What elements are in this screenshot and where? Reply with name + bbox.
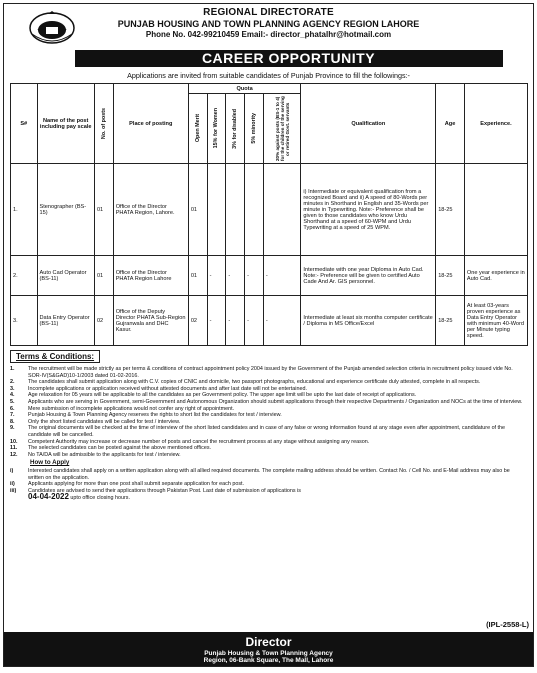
cell-place: Office of the Deputy Director PHATA Sub-Region Gujranwala and DHC Kasur.: [113, 296, 188, 346]
deadline-suffix: upto office closing hours.: [70, 495, 130, 502]
phone-number: 042-99210459: [187, 30, 240, 39]
footer-address: Region, 06-Bank Square, The Mall, Lahore: [203, 657, 334, 664]
cell-post: Data Entry Operator (BS-11): [37, 296, 94, 346]
email-address: director_phatalhr@hotmail.com: [270, 30, 392, 39]
intro-text: Applications are invited from suitable candidates of Punjab Province to fill the followings:-: [127, 71, 410, 80]
email-label: Email:-: [241, 30, 269, 39]
list-item: 3. Incomplete applications or application received without attested documents and after last date will not be entertained.: [10, 385, 307, 392]
footer: [4, 632, 533, 666]
table-row: [11, 256, 528, 296]
col-age: Age: [436, 84, 465, 164]
footer-agency: Punjab Housing & Town Planning Agency: [204, 650, 333, 657]
cell-num: 02: [94, 296, 113, 346]
cell-sr: 1.: [11, 164, 38, 256]
col-post: Name of the post including pay scale: [37, 84, 94, 164]
vacancy-table: [10, 83, 528, 346]
list-item: ii) Applicants applying for more than one post shall submit separate application for each post.: [10, 481, 245, 488]
cell-age: 18-25: [436, 296, 465, 346]
cell-experience: [464, 164, 527, 256]
list-item: 6. Mere submission of incomplete applications would not confer any right of appointment.: [10, 405, 235, 412]
cell-disabled: [226, 164, 245, 256]
col-sr: S#: [11, 84, 38, 164]
cell-serving: -: [263, 256, 301, 296]
cell-women: [207, 164, 226, 256]
cell-qualification: i) Intermediate or equivalent qualification from a recognized Board and ii) A speed of 80-Words per minutes in Shorthand in English and 35-Words per minute in Typewriting. Note:- Preference shall be given to those candidates who know Urdu Shorthand at a speed of 60-WPM and Urdu Typewriting at a speed of 25 WPM.: [301, 164, 436, 256]
cell-open: 01: [188, 164, 207, 256]
agency-name: PUNJAB HOUSING AND TOWN PLANNING AGENCY REGION LAHORE: [117, 19, 420, 29]
career-banner: CAREER OPPORTUNITY: [75, 50, 503, 67]
col-women: 15% for Women: [207, 94, 226, 164]
cell-post: Auto Cad Operator (BS-11): [37, 256, 94, 296]
government-emblem-icon: [28, 10, 76, 46]
ipl-reference: (IPL-2558-L): [486, 620, 529, 629]
cell-minority: -: [245, 296, 264, 346]
cell-experience: At least 03-years proven experience as Data Entry Operator with minimum 40-Word per Minute typing speed.: [464, 296, 527, 346]
list-item: 2. The candidates shall submit application along with C.V. copies of CNIC and domicile, two passport photographs, educational and experience certificate duly attested, complete in all respects.: [10, 379, 481, 386]
cell-experience: One year experience in Auto Cad.: [464, 256, 527, 296]
cell-minority: [245, 164, 264, 256]
col-minority: 5% minority: [245, 94, 264, 164]
col-open-merit: Open Merit: [188, 94, 207, 164]
cell-place: Office of the Director PHATA Region, Lahore.: [113, 164, 188, 256]
cell-sr: 3.: [11, 296, 38, 346]
list-item: 12. No TA/DA will be admissible to the applicants for test / interview.: [10, 451, 181, 458]
cell-women: -: [207, 296, 226, 346]
terms-list: [10, 366, 527, 502]
list-item: 8. Only the short listed candidates will be called for test / interview.: [10, 418, 181, 425]
directorate-title: REGIONAL DIRECTORATE: [203, 7, 334, 18]
table-row: [11, 296, 528, 346]
col-qualification: Qualification: [301, 84, 436, 164]
col-quota: Quota: [188, 84, 301, 94]
col-disabled: 3% for disabled: [226, 94, 245, 164]
list-item: 1. The recruitment will be made strictly as per terms & conditions of contract appointment policy 2004 issued by the Government of the Punjab amended selection criteria in recruitment policy issued vide No. SOR-IV(S&GAD)10-1/2003 dated 01-02-2016.: [10, 366, 513, 379]
cell-qualification: Intermediate with one year Diploma in Auto Cad. Note:- Preference will be given to certified Auto Cade And Ar. GIS personnel.: [301, 256, 436, 296]
cell-open: 01: [188, 256, 207, 296]
col-place: Place of posting: [113, 84, 188, 164]
phone-label: Phone No.: [145, 30, 186, 39]
col-experience: Experience.: [464, 84, 527, 164]
cell-women: -: [207, 256, 226, 296]
cell-num: 01: [94, 164, 113, 256]
contact-line: [4, 30, 533, 39]
list-item: 10. Competent Authority may increase or decrease number of posts and cancel the recruitment process at any stage without assigning any reason.: [10, 438, 370, 445]
list-item: 5. Applicants who are serving in Government, semi-Government and Autonomous Organization should submit applications through their respective Departments / Organization and NOCs at the time of interview.: [10, 398, 523, 405]
cell-place: Office of the Director PHATA Region Lahore: [113, 256, 188, 296]
cell-serving: [263, 164, 301, 256]
cell-disabled: -: [226, 296, 245, 346]
cell-post: Stenographer (BS-15): [37, 164, 94, 256]
cell-age: 18-25: [436, 164, 465, 256]
cell-sr: 2.: [11, 256, 38, 296]
list-item: iii) Candidates are advised to send their applications through Pakistan Post. Last date of submission of applications is 04-04-2022 upto office closing hours.: [10, 487, 301, 502]
terms-heading: Terms & Conditions:: [10, 350, 100, 363]
list-item: 4. Age relaxation for 05 years will be applicable to all the candidates as per Government policy. The upper age limit will be upto the last date of receipt of applications.: [10, 392, 417, 399]
cell-qualification: Intermediate at least six months computer certificate / Diploma in MS Office/Excel: [301, 296, 436, 346]
cell-minority: -: [245, 256, 264, 296]
advertisement: [3, 3, 534, 667]
table-row: [11, 164, 528, 256]
header: [4, 4, 533, 48]
deadline-date: 04-04-2022: [28, 492, 69, 502]
list-item: 7. Punjab Housing & Town Planning Agency reserves the rights to short list the candidates for test / interview.: [10, 412, 282, 419]
cell-serving: -: [263, 296, 301, 346]
list-item: 11. The selected candidates can be posted against the above mentioned offices.: [10, 445, 212, 452]
list-item: 9. The original documents will be checked at the time of interview of the short listed candidates and in case of any false or wrong information found at any stage even after appointment, candidature of the candidate will be cancelled.: [10, 425, 506, 438]
cell-num: 01: [94, 256, 113, 296]
col-serving: 20% against posts (BS-1 to 4) for the children of the serving or retired Govt. servants: [263, 94, 301, 164]
list-item: i) Interested candidates shall apply on a written application along with all allied required documents. The complete mailing address should be written. Contact No. / Cell No. and E-Mail address may also be written on the application.: [10, 467, 510, 481]
cell-open: 02: [188, 296, 207, 346]
footer-title: Director: [245, 635, 292, 649]
cell-age: 18-25: [436, 256, 465, 296]
cell-disabled: -: [226, 256, 245, 296]
how-to-apply-heading: How to Apply: [30, 459, 70, 467]
col-num-posts: No. of posts: [94, 84, 113, 164]
